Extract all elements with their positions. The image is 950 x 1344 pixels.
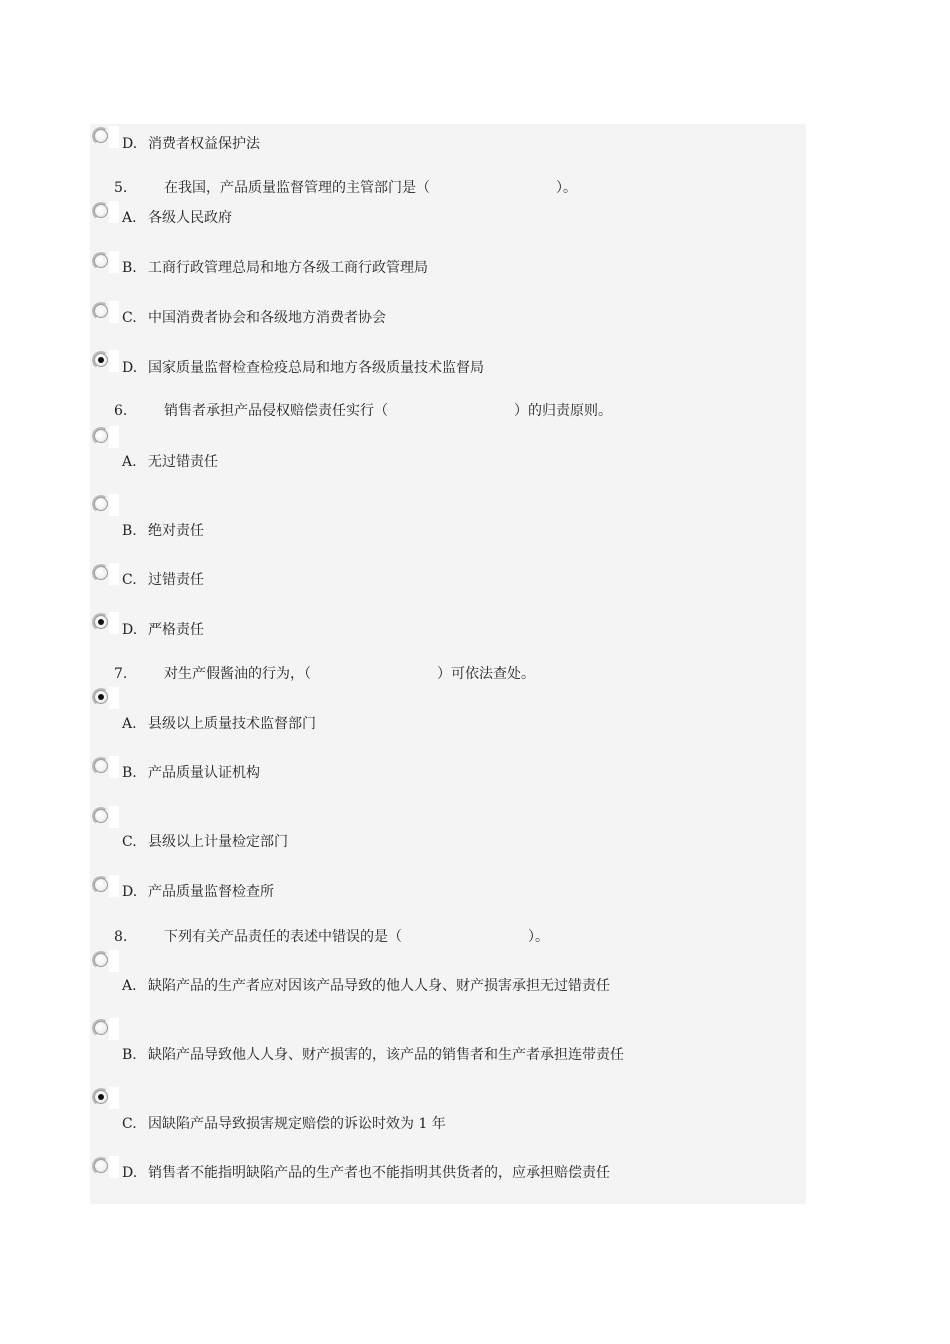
- option-q5-b: [122, 258, 428, 278]
- question-6-stem: [114, 401, 612, 421]
- option-text: 各级人民政府: [148, 210, 232, 226]
- option-letter: D.: [122, 360, 138, 376]
- option-q8-a: [122, 976, 610, 996]
- option-letter: C.: [122, 1116, 137, 1132]
- option-letter: D.: [122, 136, 138, 152]
- radio-q5-a[interactable]: [94, 204, 108, 218]
- option-text: 县级以上质量技术监督部门: [148, 716, 316, 732]
- option-letter: B.: [122, 260, 137, 276]
- stem-prefix: 下列有关产品责任的表述中错误的是（: [164, 929, 402, 945]
- question-7-stem: [114, 664, 535, 684]
- option-text: 销售者不能指明缺陷产品的生产者也不能指明其供货者的，应承担赔偿责任: [148, 1165, 610, 1181]
- radio-prev-d[interactable]: [94, 129, 108, 143]
- question-5-stem: [114, 178, 577, 198]
- option-q7-d: [122, 882, 274, 902]
- option-letter: B.: [122, 1047, 137, 1063]
- radio-q6-d-selected[interactable]: [94, 615, 108, 629]
- stem-prefix: 对生产假酱油的行为，（: [164, 666, 311, 682]
- option-text: 消费者权益保护法: [148, 136, 260, 152]
- option-text: 中国消费者协会和各级地方消费者协会: [148, 310, 386, 326]
- option-text: 产品质量认证机构: [148, 765, 260, 781]
- option-letter: C.: [122, 572, 137, 588]
- stem-prefix: 销售者承担产品侵权赔偿责任实行（: [164, 403, 388, 419]
- option-q5-c: [122, 308, 386, 328]
- question-8-stem: [114, 927, 549, 947]
- question-number: 5.: [114, 180, 128, 196]
- radio-q8-a[interactable]: [94, 953, 108, 967]
- option-letter: B.: [122, 523, 137, 539]
- option-text: 缺陷产品的生产者应对因该产品导致的他人人身、财产损害承担无过错责任: [148, 978, 610, 994]
- stem-prefix: 在我国，产品质量监督管理的主管部门是（: [164, 180, 430, 196]
- question-number: 7.: [114, 666, 128, 682]
- option-text: 国家质量监督检查检疫总局和地方各级质量技术监督局: [148, 360, 484, 376]
- option-q8-b: [122, 1045, 624, 1065]
- option-q8-c: [122, 1114, 446, 1134]
- radio-q5-c[interactable]: [94, 304, 108, 318]
- stem-suffix: ）可依法查处。: [437, 666, 535, 682]
- radio-q5-b[interactable]: [94, 254, 108, 268]
- option-q6-a: [122, 452, 218, 472]
- option-prev-d: [122, 134, 260, 154]
- radio-q7-b[interactable]: [94, 759, 108, 773]
- radio-q8-c-selected[interactable]: [94, 1090, 108, 1104]
- radio-q6-a[interactable]: [94, 429, 108, 443]
- option-letter: A.: [122, 716, 137, 732]
- option-letter: B.: [122, 765, 137, 781]
- option-letter: D.: [122, 622, 138, 638]
- option-text: 产品质量监督检查所: [148, 884, 274, 900]
- option-text: 县级以上计量检定部门: [148, 834, 288, 850]
- option-q7-b: [122, 763, 260, 783]
- radio-q8-d[interactable]: [94, 1159, 108, 1173]
- question-number: 8.: [114, 929, 128, 945]
- option-text: 因缺陷产品导致损害规定赔偿的诉讼时效为 1 年: [148, 1116, 446, 1132]
- option-letter: C.: [122, 834, 137, 850]
- option-q6-d: [122, 620, 204, 640]
- stem-suffix: ）。: [528, 929, 549, 945]
- option-letter: A.: [122, 978, 137, 994]
- option-text: 工商行政管理总局和地方各级工商行政管理局: [148, 260, 428, 276]
- option-q8-d: [122, 1163, 610, 1183]
- option-text: 过错责任: [148, 572, 204, 588]
- option-letter: C.: [122, 310, 137, 326]
- radio-q6-b[interactable]: [94, 497, 108, 511]
- question-number: 6.: [114, 403, 128, 419]
- option-q6-b: [122, 521, 204, 541]
- radio-q7-d[interactable]: [94, 878, 108, 892]
- option-text: 无过错责任: [148, 454, 218, 470]
- radio-q7-a-selected[interactable]: [94, 690, 108, 704]
- radio-q8-b[interactable]: [94, 1021, 108, 1035]
- option-q5-d: [122, 358, 484, 378]
- radio-q6-c[interactable]: [94, 566, 108, 580]
- option-text: 缺陷产品导致他人人身、财产损害的，该产品的销售者和生产者承担连带责任: [148, 1047, 624, 1063]
- stem-suffix: ）的归责原则。: [514, 403, 612, 419]
- option-q6-c: [122, 570, 204, 590]
- option-text: 严格责任: [148, 622, 204, 638]
- option-letter: A.: [122, 454, 137, 470]
- option-letter: D.: [122, 1165, 138, 1181]
- option-letter: D.: [122, 884, 138, 900]
- option-letter: A.: [122, 210, 137, 226]
- radio-q7-c[interactable]: [94, 809, 108, 823]
- option-q5-a: [122, 208, 232, 228]
- stem-suffix: ）。: [556, 180, 577, 196]
- option-q7-a: [122, 714, 316, 734]
- radio-q5-d-selected[interactable]: [94, 353, 108, 367]
- option-q7-c: [122, 832, 288, 852]
- option-text: 绝对责任: [148, 523, 204, 539]
